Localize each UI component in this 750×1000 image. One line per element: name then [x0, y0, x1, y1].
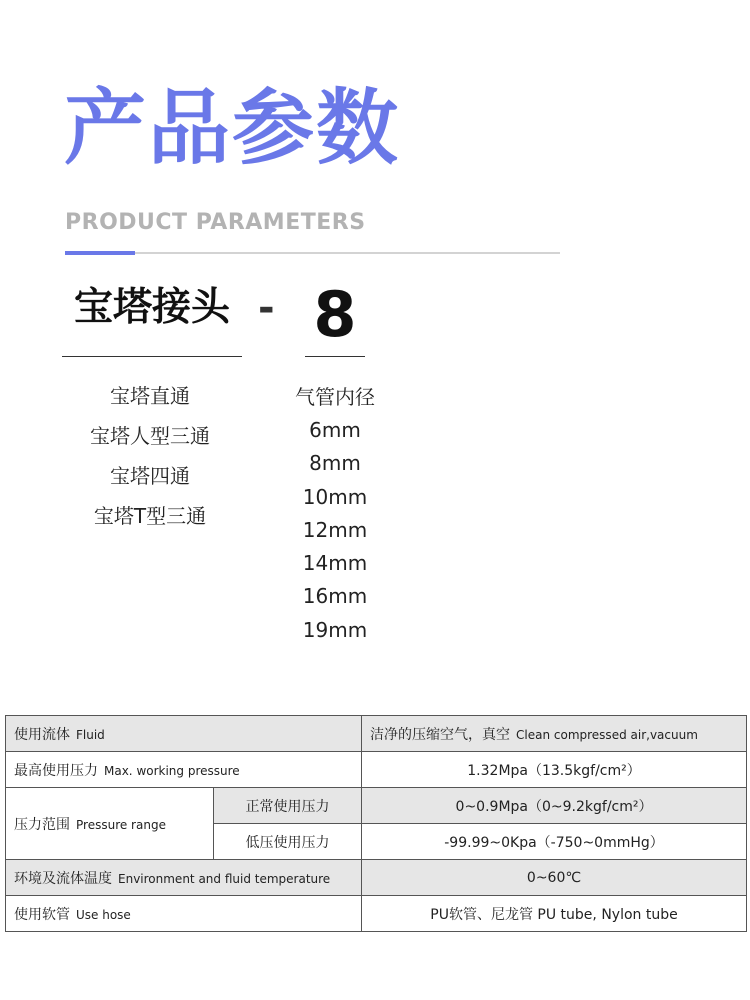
- spec-row-hose: [6, 896, 747, 932]
- diameter-item: 8mm: [309, 451, 361, 476]
- page-title: 产品参数: [64, 81, 401, 176]
- spec-row-fluid: [6, 716, 747, 752]
- product-name: 宝塔接头: [73, 285, 230, 330]
- spec-label-temperature: [6, 860, 362, 896]
- title-accent-bar: [65, 251, 135, 255]
- diameter-list: [280, 416, 390, 649]
- spec-label-cn: 使用软管: [14, 906, 70, 923]
- spec-label-en: Pressure range: [76, 817, 166, 832]
- spec-label-hose: [6, 896, 362, 932]
- spec-value-max-pressure: 1.32Mpa（13.5kgf/cm²）: [362, 752, 747, 788]
- product-separator: -: [258, 285, 275, 331]
- spec-row-max-pressure: [6, 752, 747, 788]
- spec-value-en: Clean compressed air,vacuum: [516, 727, 698, 742]
- spec-label-cn: 压力范围: [14, 816, 70, 833]
- connector-type-item: 宝塔四通: [110, 464, 190, 488]
- spec-label-max-pressure: [6, 752, 362, 788]
- spec-label-pressure-range: [6, 788, 214, 860]
- spec-label-en: Use hose: [76, 907, 131, 922]
- spec-value-low-pressure: -99.99~0Kpa（-750~0mmHg）: [362, 824, 747, 860]
- spec-value-normal-pressure: 0~0.9Mpa（0~9.2kgf/cm²）: [362, 788, 747, 824]
- spec-row-pressure-normal: [6, 788, 747, 824]
- spec-row-temperature: [6, 860, 747, 896]
- connector-type-item: 宝塔直通: [110, 384, 190, 408]
- spec-label-fluid: [6, 716, 362, 752]
- spec-label-en: Max. working pressure: [104, 763, 240, 778]
- spec-table: [5, 715, 747, 932]
- spec-sublabel-normal-pressure: 正常使用压力: [214, 788, 362, 824]
- spec-label-cn: 环境及流体温度: [14, 870, 112, 887]
- diameter-item: 19mm: [302, 617, 368, 642]
- product-size: 8: [313, 278, 357, 351]
- connector-type-item: 宝塔T型三通: [93, 504, 207, 528]
- product-size-underline: [305, 356, 365, 357]
- connector-type-item: 宝塔人型三通: [90, 424, 210, 448]
- connector-type-list: [70, 382, 230, 542]
- page-subtitle: PRODUCT PARAMETERS: [65, 210, 366, 235]
- spec-label-en: Environment and fluid temperature: [118, 871, 331, 886]
- diameter-item: 6mm: [309, 418, 361, 442]
- diameter-item: 12mm: [302, 517, 368, 542]
- diameter-item: 16mm: [302, 584, 368, 609]
- spec-value-cn: 洁净的压缩空气，真空: [370, 726, 511, 743]
- spec-label-en: Fluid: [76, 727, 105, 742]
- diameter-label: 气管内径: [295, 385, 375, 409]
- spec-value-hose: PU软管、尼龙管 PU tube, Nylon tube: [362, 896, 747, 932]
- diameter-item: 14mm: [302, 551, 368, 576]
- spec-value-temperature: 0~60℃: [362, 860, 747, 896]
- spec-label-cn: 使用流体: [14, 726, 70, 743]
- spec-label-cn: 最高使用压力: [14, 762, 98, 779]
- spec-sublabel-low-pressure: 低压使用压力: [214, 824, 362, 860]
- spec-value-fluid: [362, 716, 747, 752]
- product-name-underline: [62, 356, 242, 357]
- diameter-item: 10mm: [302, 484, 368, 509]
- title-divider: [65, 252, 560, 254]
